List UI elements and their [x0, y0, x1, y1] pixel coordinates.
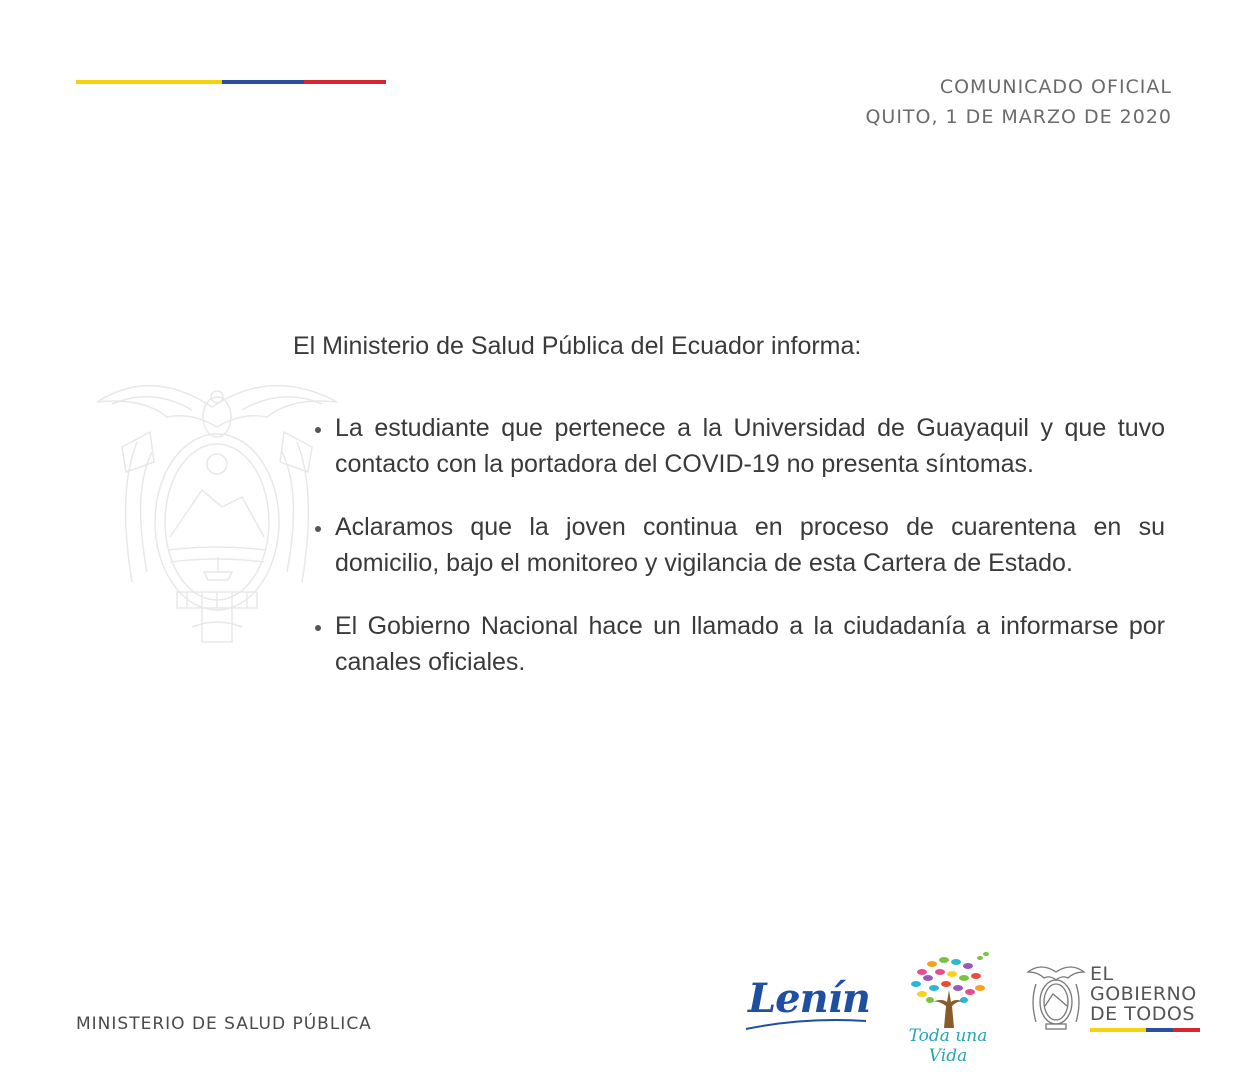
ministry-name: MINISTERIO DE SALUD PÚBLICA: [76, 1014, 372, 1034]
lenin-logo-text: Lenín: [748, 975, 870, 1022]
gov-bar-yellow: [1090, 1028, 1146, 1032]
document-date: QUITO, 1 DE MARZO DE 2020: [865, 106, 1172, 128]
list-item: Aclaramos que la joven continua en proceso de cuarentena en su domicilio, bajo el monitoreo y vigilancia de esta Cartera de Estado.: [335, 509, 1165, 581]
gov-bar-blue: [1146, 1028, 1173, 1032]
intro-text: El Ministerio de Salud Pública del Ecuador informa:: [293, 332, 862, 360]
gov-line-el: EL: [1090, 963, 1114, 985]
flag-stripe: [76, 80, 386, 84]
list-item: La estudiante que pertenece a la Universidad de Guayaquil y que tuvo contacto con la portadora del COVID-19 no presenta síntomas.: [335, 410, 1165, 482]
stripe-blue: [222, 80, 304, 84]
coat-of-arms-icon: [1026, 962, 1086, 1034]
swoosh-icon: [744, 1015, 868, 1031]
gov-bar-red: [1173, 1028, 1200, 1032]
gobierno-de-todos-logo: [1026, 962, 1202, 1036]
document-type: COMUNICADO OFICIAL: [939, 76, 1172, 98]
tree-caption: Toda una Vida: [908, 1026, 988, 1066]
document-header: [865, 72, 1172, 132]
bullet-list: [335, 410, 1165, 707]
toda-una-vida-logo: [892, 950, 1004, 1066]
tree-of-life-icon: [892, 950, 1004, 1030]
list-item: El Gobierno Nacional hace un llamado a la ciudadanía a informarse por canales oficiales.: [335, 608, 1165, 680]
ecuador-coat-of-arms-icon: [92, 372, 342, 652]
gov-line-de-todos: DE TODOS: [1090, 1003, 1195, 1025]
stripe-red: [304, 80, 386, 84]
gov-text: [1090, 964, 1197, 1024]
gov-line-gobierno: GOBIERNO: [1090, 983, 1197, 1005]
gov-flag-bar: [1090, 1028, 1200, 1032]
stripe-yellow: [76, 80, 222, 84]
lenin-logo: [744, 975, 868, 1033]
